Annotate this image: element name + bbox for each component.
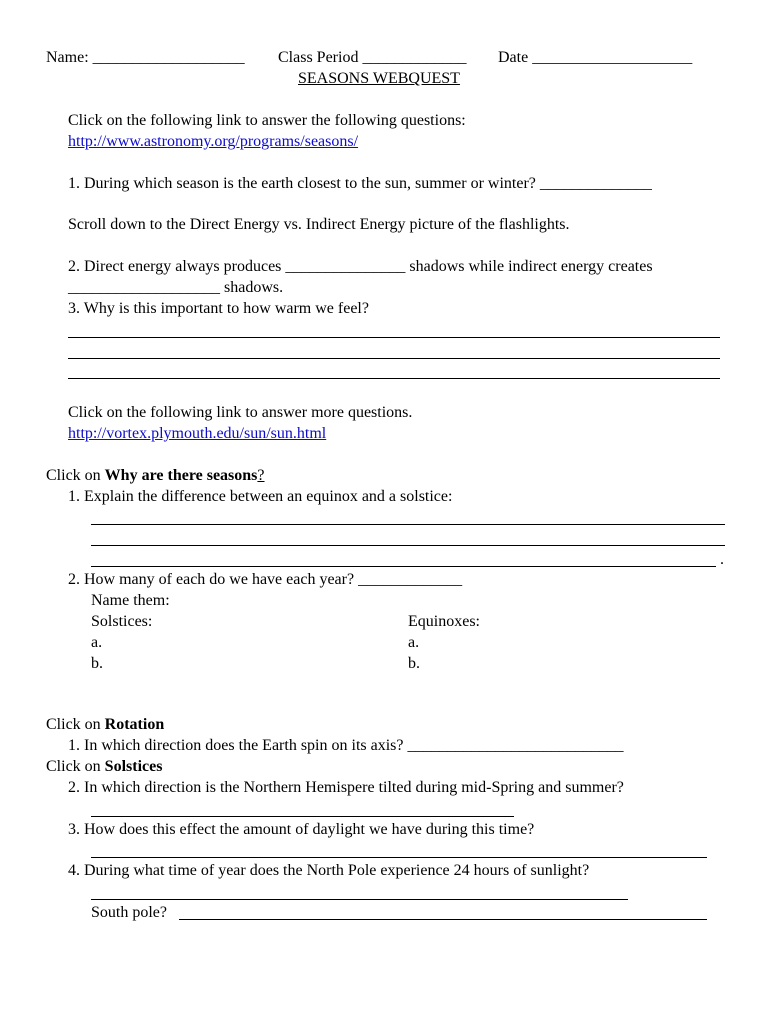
- answer-line[interactable]: [68, 358, 720, 359]
- answer-line[interactable]: [91, 566, 716, 567]
- part1-question-1: 1. During which season is the earth closest to the sun, summer or winter? ______________: [68, 175, 652, 192]
- answer-line[interactable]: [91, 545, 725, 546]
- solstice-a: a.: [91, 634, 103, 651]
- part3-question-1: 1. In which direction does the Earth spin on its axis? ___________________________: [68, 737, 624, 754]
- why-seasons-section: Why are there seasons: [104, 467, 258, 484]
- part1-question-3: 3. Why is this important to how warm we feel?: [68, 300, 369, 317]
- astronomy-link[interactable]: http://www.astronomy.org/programs/seasons/: [68, 133, 359, 150]
- rotation-instruction: Click on Rotation: [46, 716, 165, 733]
- equinox-a: a.: [408, 634, 420, 651]
- part2-question-1: 1. Explain the difference between an equinox and a solstice:: [68, 488, 453, 505]
- part3-question-3: 3. How does this effect the amount of daylight we have during this time?: [68, 821, 535, 838]
- part1-intro: Click on the following link to answer the following questions:: [68, 112, 466, 129]
- date-label: Date ____________________: [498, 49, 693, 66]
- answer-line[interactable]: [68, 378, 720, 379]
- name-them-label: Name them:: [91, 592, 170, 609]
- part3-question-4: 4. During what time of year does the North Pole experience 24 hours of sunlight?: [68, 862, 590, 879]
- part1-question-2-line2: ___________________ shadows.: [68, 279, 284, 296]
- scroll-instruction: Scroll down to the Direct Energy vs. Indirect Energy picture of the flashlights.: [68, 216, 570, 233]
- why-seasons-instruction: Click on Why are there seasons?: [46, 467, 265, 484]
- name-field-label: Name: ___________________: [46, 49, 245, 66]
- part2-question-2: 2. How many of each do we have each year? _____________: [68, 571, 463, 588]
- page-title: SEASONS WEBQUEST: [298, 70, 460, 87]
- equinoxes-label: Equinoxes:: [408, 613, 480, 630]
- solstice-b: b.: [91, 655, 103, 672]
- answer-line[interactable]: [91, 816, 514, 817]
- part1-question-2-line1: 2. Direct energy always produces _______________ shadows while indirect energy creates: [68, 258, 653, 275]
- answer-line[interactable]: [68, 337, 720, 338]
- rotation-section: Rotation: [104, 716, 165, 733]
- solstices-instruction: Click on Solstices: [46, 758, 163, 775]
- solstices-section: Solstices: [104, 758, 163, 775]
- part3-question-2: 2. In which direction is the Northern Hemispere tilted during mid-Spring and summer?: [68, 779, 624, 796]
- answer-line[interactable]: [91, 857, 707, 858]
- equinox-b: b.: [408, 655, 420, 672]
- trailing-period: .: [720, 551, 724, 568]
- solstices-label: Solstices:: [91, 613, 153, 630]
- plymouth-link[interactable]: http://vortex.plymouth.edu/sun/sun.html: [68, 425, 327, 442]
- south-pole-label: South pole?: [91, 904, 167, 921]
- class-period-label: Class Period _____________: [278, 49, 467, 66]
- answer-line[interactable]: [179, 919, 707, 920]
- part2-intro: Click on the following link to answer more questions.: [68, 404, 413, 421]
- answer-line[interactable]: [91, 524, 725, 525]
- answer-line[interactable]: [91, 899, 628, 900]
